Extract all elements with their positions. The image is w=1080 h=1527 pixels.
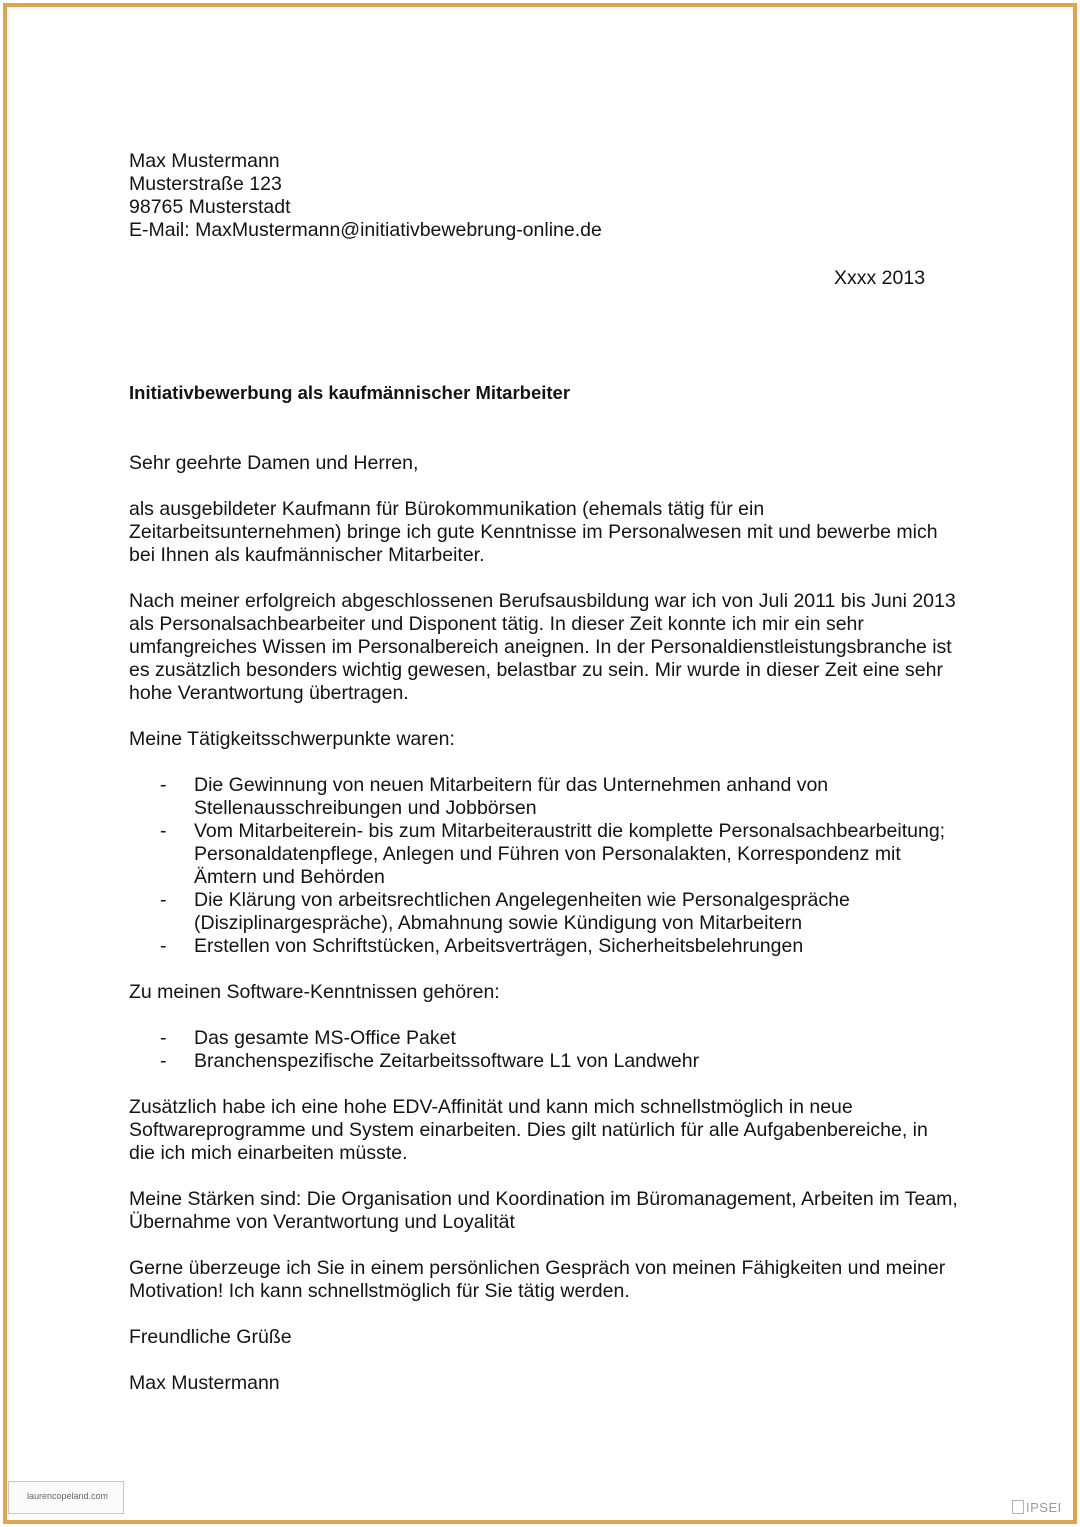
dash-bullet: - xyxy=(160,1027,167,1049)
logo-icon xyxy=(1012,1500,1024,1514)
list-item xyxy=(129,935,959,958)
paragraph-closing-text: Gerne überzeuge ich Sie in einem persönlichen Gespräch von meinen Fähigkeiten und meiner Motivation! Ich kann schnellstmöglich für Sie tätig werden. xyxy=(129,1257,946,1302)
dash-bullet: - xyxy=(160,774,167,796)
paragraph-intro: als ausgebildeter Kaufmann für Bürokommunikation (ehemals tätig für ein Zeitarbeitsunternehmen) bringe ich gute Kenntnisse im Personalwesen mit und bewerbe mich bei Ihnen als kaufmännischer Mitarbeiter. xyxy=(129,498,938,566)
letter-subject: Initiativbewerbung als kaufmännischer Mitarbeiter xyxy=(129,382,571,403)
list-item-text: Vom Mitarbeiterein- bis zum Mitarbeiteraustritt die komplette Personalsachbearbeitung; Personaldatenpflege, Anlegen und Führen von Personalakten, Korrespondenz mit Ämtern und Behörden xyxy=(194,820,946,888)
sender-city: 98765 Musterstadt xyxy=(129,196,291,218)
sender-email: E-Mail: MaxMustermann@initiativbewebrung-online.de xyxy=(129,219,602,241)
list-item xyxy=(129,1050,959,1073)
list-item xyxy=(129,1027,959,1050)
paragraph-strengths: Meine Stärken sind: Die Organisation und Koordination im Büromanagement, Arbeiten im Team, Übernahme von Verantwortung und Loyalität xyxy=(129,1188,958,1233)
list-item-text: Branchenspezifische Zeitarbeitssoftware L1 von Landwehr xyxy=(194,1050,700,1072)
list-item-text: Die Klärung von arbeitsrechtlichen Angelegenheiten wie Personalgespräche (Disziplinargespräche), Abmahnung sowie Kündigung von Mitarbeitern xyxy=(194,889,850,934)
watermark-text: laurencopeland.com xyxy=(27,1491,109,1501)
list-item xyxy=(129,774,959,820)
paragraph-experience: Nach meiner erfolgreich abgeschlossenen Berufsausbildung war ich von Juli 2011 bis Juni 2013 als Personalsachbearbeiter und Disponent tätig. In dieser Zeit konnte ich mir ein sehr umfangreiches Wissen im Personalbereich aneignen. In der Personaldienstleistungsbranche ist es zusätzlich besonders wichtig gewesen, belastbar zu sein. Mir wurde in dieser Zeit eine sehr hohe Verantwortung übertragen. xyxy=(129,590,956,704)
signature-name: Max Mustermann xyxy=(129,1372,280,1394)
paragraph-focus-intro: Meine Tätigkeitsschwerpunkte waren: xyxy=(129,728,455,750)
dash-bullet: - xyxy=(160,935,167,957)
dash-bullet: - xyxy=(160,1050,167,1072)
sender-street: Musterstraße 123 xyxy=(129,173,282,195)
list-item xyxy=(129,889,959,935)
list-item-text: Die Gewinnung von neuen Mitarbeitern für das Unternehmen anhand von Stellenausschreibungen und Jobbörsen xyxy=(194,774,829,819)
letter-body xyxy=(129,452,959,1418)
list-item-text: Erstellen von Schriftstücken, Arbeitsverträgen, Sicherheitsbelehrungen xyxy=(194,935,804,957)
paragraph-software-intro: Zu meinen Software-Kenntnissen gehören: xyxy=(129,981,500,1003)
dash-bullet: - xyxy=(160,820,167,842)
list-item xyxy=(129,820,959,889)
corner-logo xyxy=(1012,1500,1062,1515)
watermark-badge xyxy=(8,1481,124,1514)
corner-logo-text: IPSEI xyxy=(1026,1500,1062,1515)
dash-bullet: - xyxy=(160,889,167,911)
paragraph-edv: Zusätzlich habe ich eine hohe EDV-Affinität und kann mich schnellstmöglich in neue Softwareprogramme und System einarbeiten. Dies gilt natürlich für alle Aufgabenbereiche, in die ich mich einarbeiten müsste. xyxy=(129,1096,928,1164)
list-item-text: Das gesamte MS-Office Paket xyxy=(194,1027,456,1049)
sender-block xyxy=(129,150,959,242)
salutation: Sehr geehrte Damen und Herren, xyxy=(129,452,419,474)
focus-list xyxy=(129,774,959,958)
letter-date: Xxxx 2013 xyxy=(834,267,926,289)
closing-greeting: Freundliche Grüße xyxy=(129,1326,292,1348)
sender-name: Max Mustermann xyxy=(129,150,280,172)
software-list xyxy=(129,1027,959,1073)
